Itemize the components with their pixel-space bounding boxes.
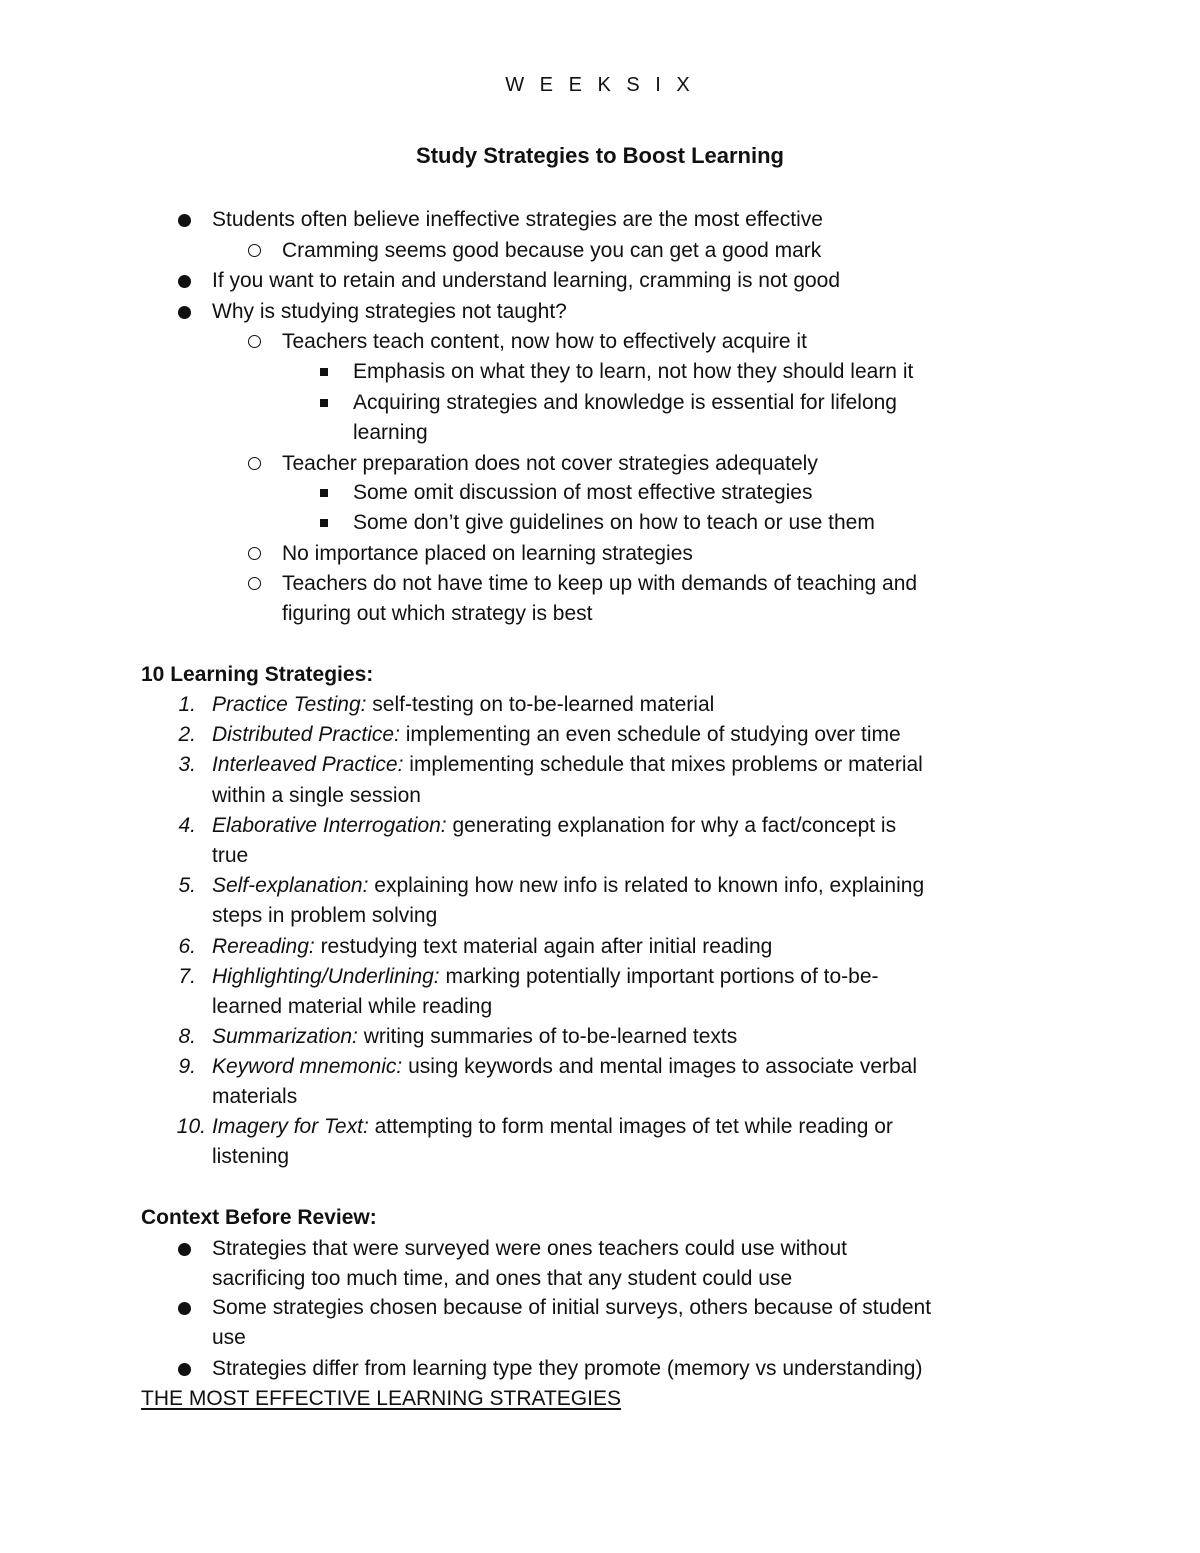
list-item [212,811,896,841]
list-number: 9. [178,1055,196,1078]
sub-bullet-text: Teacher preparation does not cover strategies adequately [282,452,818,475]
strategy-description: self-testing on to-be-learned material [366,693,715,716]
strategy-description: explaining how new info is related to known info, explaining [368,874,925,897]
bullet-disc-icon [178,306,191,319]
sub-bullet-text: Cramming seems good because you can get a good mark [282,239,822,262]
list-number: 3. [178,753,196,776]
bullet-disc-icon [178,1243,191,1256]
strategy-term: Distributed Practice: [212,723,400,746]
list-item [212,750,923,780]
strategies-heading: 10 Learning Strategies: [141,663,374,686]
list-number: 7. [178,965,196,988]
list-number: 5. [178,874,196,897]
bullet-disc-icon [178,275,191,288]
strategy-term: Highlighting/Underlining: [212,965,440,988]
list-item [212,720,901,750]
list-item [212,690,714,720]
list-number: 6. [178,935,196,958]
list-item-continued: listening [212,1145,290,1168]
strategy-term: Elaborative Interrogation: [212,814,447,837]
list-item-continued: learned material while reading [212,995,493,1018]
bullet-square-icon [320,368,328,376]
sub-bullet-text-continued: figuring out which strategy is best [282,602,593,625]
bullet-circle-icon [248,577,261,590]
bullet-disc-icon [178,1302,191,1315]
sub-sub-bullet-text: Some don’t give guidelines on how to teach or use them [353,511,875,534]
strategy-term: Imagery for Text: [212,1115,369,1138]
list-item-continued: true [212,844,249,867]
strategy-term: Keyword mnemonic: [212,1055,403,1078]
sub-sub-bullet-text: Some omit discussion of most effective strategies [353,481,813,504]
list-item-continued: steps in problem solving [212,904,438,927]
document-title: Study Strategies to Boost Learning [416,143,784,168]
strategy-description: writing summaries of to-be-learned texts [357,1025,738,1048]
list-item-continued: within a single session [212,784,421,807]
list-item [212,1022,737,1052]
strategy-description: implementing an even schedule of studying over time [399,723,901,746]
bullet-text-continued: use [212,1326,246,1349]
strategy-term: Summarization: [212,1025,358,1048]
sub-sub-bullet-text: Acquiring strategies and knowledge is essential for lifelong [353,391,897,414]
bullet-circle-icon [248,457,261,470]
strategy-term: Interleaved Practice: [212,753,404,776]
list-item-continued: materials [212,1085,298,1108]
list-number: 1. [178,693,196,716]
list-item [212,1112,893,1142]
strategy-description: marking potentially important portions of to-be- [439,965,879,988]
bullet-text: Students often believe ineffective strategies are the most effective [212,208,823,231]
bullet-circle-icon [248,335,261,348]
strategy-term: Practice Testing: [212,693,367,716]
bullet-circle-icon [248,547,261,560]
list-number: 8. [178,1025,196,1048]
list-number: 4. [178,814,196,837]
bullet-disc-icon [178,1363,191,1376]
bullet-square-icon [320,399,328,407]
strategy-term: Rereading: [212,935,315,958]
list-item [212,1052,917,1082]
sub-bullet-text: Teachers do not have time to keep up with demands of teaching and [282,572,918,595]
list-item [212,962,879,992]
bullet-text: Strategies that were surveyed were ones teachers could use without [212,1237,848,1260]
list-item [212,932,772,962]
strategy-description: using keywords and mental images to associate verbal [402,1055,918,1078]
bullet-text: Some strategies chosen because of initial surveys, others because of student [212,1296,932,1319]
strategy-description: attempting to form mental images of tet while reading or [368,1115,893,1138]
section-heading-link: THE MOST EFFECTIVE LEARNING STRATEGIES [141,1387,621,1410]
bullet-text: Strategies differ from learning type they promote (memory vs understanding) [212,1357,923,1380]
list-number: 10. [176,1115,206,1138]
list-item [212,871,924,901]
strategy-term: Self-explanation: [212,874,369,897]
bullet-text: If you want to retain and understand learning, cramming is not good [212,269,841,292]
bullet-circle-icon [248,244,261,257]
bullet-disc-icon [178,214,191,227]
bullet-square-icon [320,489,328,497]
bullet-square-icon [320,519,328,527]
sub-sub-bullet-text: Emphasis on what they to learn, not how they should learn it [353,360,914,383]
sub-bullet-text: No importance placed on learning strategies [282,542,693,565]
sub-bullet-text: Teachers teach content, now how to effectively acquire it [282,330,807,353]
list-number: 2. [178,723,196,746]
context-heading: Context Before Review: [141,1206,377,1229]
strategy-description: generating explanation for why a fact/concept is [446,814,897,837]
strategy-description: restudying text material again after initial reading [314,935,773,958]
strategy-description: implementing schedule that mixes problems or material [403,753,923,776]
sub-sub-bullet-text-continued: learning [353,421,428,444]
week-label: W E E K S I X [505,74,695,96]
bullet-text-continued: sacrificing too much time, and ones that any student could use [212,1267,793,1290]
bullet-text: Why is studying strategies not taught? [212,300,567,323]
